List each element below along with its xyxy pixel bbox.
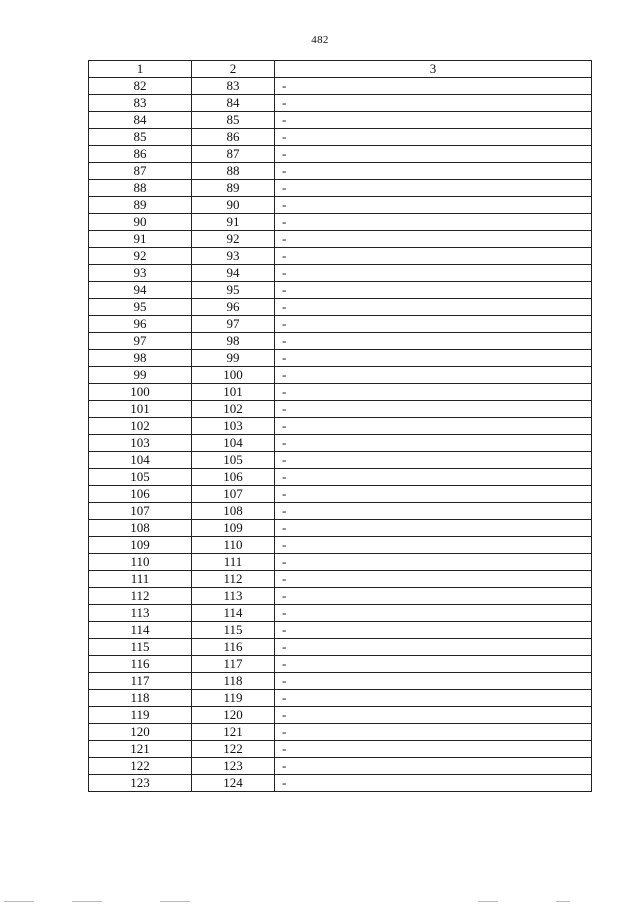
table-cell-col-3: - [275, 316, 592, 333]
table-cell-col-1: 86 [89, 146, 192, 163]
table-body [89, 78, 592, 792]
table-cell-col-3: - [275, 350, 592, 367]
table-cell-col-1: 82 [89, 78, 192, 95]
table-cell-col-2: 87 [192, 146, 275, 163]
table-row [89, 163, 592, 180]
table-cell-col-1: 83 [89, 95, 192, 112]
table-row [89, 265, 592, 282]
table-cell-col-3: - [275, 95, 592, 112]
table-cell-col-3: - [275, 384, 592, 401]
table-cell-col-1: 113 [89, 605, 192, 622]
table-cell-col-3: - [275, 367, 592, 384]
column-header-3: 3 [275, 61, 592, 78]
table-row [89, 673, 592, 690]
table-cell-col-3: - [275, 520, 592, 537]
table-cell-col-2: 104 [192, 435, 275, 452]
table-cell-col-3: - [275, 248, 592, 265]
table-row [89, 503, 592, 520]
table-row [89, 588, 592, 605]
table-row [89, 741, 592, 758]
table-row [89, 690, 592, 707]
table-row [89, 129, 592, 146]
table-row [89, 214, 592, 231]
table-cell-col-2: 114 [192, 605, 275, 622]
table-cell-col-1: 119 [89, 707, 192, 724]
table-cell-col-3: - [275, 469, 592, 486]
table-cell-col-2: 93 [192, 248, 275, 265]
table-cell-col-1: 109 [89, 537, 192, 554]
table-cell-col-2: 95 [192, 282, 275, 299]
table-row [89, 95, 592, 112]
table-cell-col-1: 116 [89, 656, 192, 673]
table-cell-col-2: 118 [192, 673, 275, 690]
table-row [89, 469, 592, 486]
table-cell-col-2: 121 [192, 724, 275, 741]
table-cell-col-1: 85 [89, 129, 192, 146]
table-row [89, 656, 592, 673]
table-cell-col-1: 103 [89, 435, 192, 452]
table-row [89, 605, 592, 622]
table-cell-col-2: 113 [192, 588, 275, 605]
table-cell-col-3: - [275, 282, 592, 299]
table-cell-col-2: 107 [192, 486, 275, 503]
table-cell-col-1: 96 [89, 316, 192, 333]
table-row [89, 537, 592, 554]
table-row [89, 112, 592, 129]
table-cell-col-3: - [275, 775, 592, 792]
table-header [89, 61, 592, 78]
table-cell-col-3: - [275, 401, 592, 418]
table-cell-col-1: 91 [89, 231, 192, 248]
table-row [89, 180, 592, 197]
table-row [89, 333, 592, 350]
table-cell-col-3: - [275, 265, 592, 282]
table-row [89, 571, 592, 588]
table-cell-col-3: - [275, 537, 592, 554]
table-cell-col-3: - [275, 452, 592, 469]
table-row [89, 231, 592, 248]
table-cell-col-2: 102 [192, 401, 275, 418]
table-cell-col-3: - [275, 571, 592, 588]
table-cell-col-3: - [275, 673, 592, 690]
table-row [89, 775, 592, 792]
table-row [89, 724, 592, 741]
table-cell-col-3: - [275, 588, 592, 605]
table-cell-col-1: 99 [89, 367, 192, 384]
table-cell-col-1: 122 [89, 758, 192, 775]
data-table [88, 60, 592, 792]
table-row [89, 282, 592, 299]
table-row [89, 197, 592, 214]
table-cell-col-3: - [275, 707, 592, 724]
table-cell-col-2: 91 [192, 214, 275, 231]
table-row [89, 146, 592, 163]
table-cell-col-1: 97 [89, 333, 192, 350]
header-row [89, 61, 592, 78]
table-cell-col-2: 86 [192, 129, 275, 146]
table-row [89, 707, 592, 724]
table-cell-col-1: 105 [89, 469, 192, 486]
table-cell-col-3: - [275, 656, 592, 673]
table-cell-col-1: 89 [89, 197, 192, 214]
table-cell-col-2: 116 [192, 639, 275, 656]
table-cell-col-2: 90 [192, 197, 275, 214]
table-cell-col-3: - [275, 299, 592, 316]
table-cell-col-2: 119 [192, 690, 275, 707]
table-cell-col-3: - [275, 112, 592, 129]
table-row [89, 299, 592, 316]
table-row [89, 78, 592, 95]
table-cell-col-2: 112 [192, 571, 275, 588]
table-row [89, 367, 592, 384]
table-cell-col-1: 112 [89, 588, 192, 605]
table-cell-col-3: - [275, 78, 592, 95]
table-cell-col-2: 98 [192, 333, 275, 350]
table-cell-col-2: 105 [192, 452, 275, 469]
table-row [89, 554, 592, 571]
table-cell-col-1: 123 [89, 775, 192, 792]
table-cell-col-2: 122 [192, 741, 275, 758]
table-cell-col-3: - [275, 435, 592, 452]
table-cell-col-2: 92 [192, 231, 275, 248]
table-row [89, 401, 592, 418]
table-row [89, 622, 592, 639]
table-cell-col-2: 88 [192, 163, 275, 180]
table-cell-col-1: 111 [89, 571, 192, 588]
table-cell-col-2: 94 [192, 265, 275, 282]
table-cell-col-3: - [275, 554, 592, 571]
table-cell-col-2: 106 [192, 469, 275, 486]
table-cell-col-2: 115 [192, 622, 275, 639]
table-cell-col-3: - [275, 639, 592, 656]
table-cell-col-3: - [275, 163, 592, 180]
table-cell-col-3: - [275, 418, 592, 435]
table-cell-col-3: - [275, 690, 592, 707]
table-cell-col-1: 120 [89, 724, 192, 741]
table-cell-col-1: 110 [89, 554, 192, 571]
table-cell-col-1: 108 [89, 520, 192, 537]
table-cell-col-2: 89 [192, 180, 275, 197]
table-row [89, 418, 592, 435]
table-cell-col-3: - [275, 231, 592, 248]
table-cell-col-1: 95 [89, 299, 192, 316]
table-cell-col-3: - [275, 333, 592, 350]
table-row [89, 435, 592, 452]
table-cell-col-1: 94 [89, 282, 192, 299]
table-cell-col-3: - [275, 758, 592, 775]
table-cell-col-3: - [275, 605, 592, 622]
table-cell-col-1: 84 [89, 112, 192, 129]
table-cell-col-2: 100 [192, 367, 275, 384]
table-cell-col-3: - [275, 486, 592, 503]
table-cell-col-3: - [275, 180, 592, 197]
table-cell-col-2: 97 [192, 316, 275, 333]
table-row [89, 639, 592, 656]
table-cell-col-1: 104 [89, 452, 192, 469]
table-cell-col-3: - [275, 197, 592, 214]
table-cell-col-1: 98 [89, 350, 192, 367]
table-cell-col-2: 83 [192, 78, 275, 95]
table-cell-col-1: 93 [89, 265, 192, 282]
table-cell-col-3: - [275, 622, 592, 639]
table-cell-col-2: 84 [192, 95, 275, 112]
table-cell-col-2: 108 [192, 503, 275, 520]
table-cell-col-3: - [275, 724, 592, 741]
table-row [89, 316, 592, 333]
table-cell-col-1: 107 [89, 503, 192, 520]
table-cell-col-2: 109 [192, 520, 275, 537]
table-cell-col-3: - [275, 214, 592, 231]
table-cell-col-2: 123 [192, 758, 275, 775]
table-row [89, 758, 592, 775]
column-header-2: 2 [192, 61, 275, 78]
table-cell-col-1: 114 [89, 622, 192, 639]
table-cell-col-1: 115 [89, 639, 192, 656]
table-cell-col-1: 87 [89, 163, 192, 180]
table-cell-col-2: 101 [192, 384, 275, 401]
table-cell-col-2: 99 [192, 350, 275, 367]
table-row [89, 384, 592, 401]
scan-footer-marks [0, 901, 640, 903]
table-cell-col-2: 110 [192, 537, 275, 554]
table-cell-col-3: - [275, 129, 592, 146]
page-number: 482 [311, 34, 329, 46]
table-cell-col-2: 124 [192, 775, 275, 792]
table-row [89, 452, 592, 469]
table-cell-col-1: 118 [89, 690, 192, 707]
table-row [89, 248, 592, 265]
table-cell-col-3: - [275, 503, 592, 520]
table-row [89, 486, 592, 503]
table-cell-col-1: 102 [89, 418, 192, 435]
table-cell-col-1: 100 [89, 384, 192, 401]
table-cell-col-1: 88 [89, 180, 192, 197]
table-cell-col-2: 103 [192, 418, 275, 435]
column-header-1: 1 [89, 61, 192, 78]
table-cell-col-1: 92 [89, 248, 192, 265]
table-cell-col-2: 117 [192, 656, 275, 673]
table-row [89, 520, 592, 537]
table-cell-col-1: 101 [89, 401, 192, 418]
table-cell-col-2: 85 [192, 112, 275, 129]
table-cell-col-2: 111 [192, 554, 275, 571]
table-cell-col-3: - [275, 741, 592, 758]
table-cell-col-1: 106 [89, 486, 192, 503]
table-cell-col-1: 90 [89, 214, 192, 231]
table-cell-col-2: 120 [192, 707, 275, 724]
table-cell-col-2: 96 [192, 299, 275, 316]
table-cell-col-1: 121 [89, 741, 192, 758]
table-cell-col-1: 117 [89, 673, 192, 690]
table-row [89, 350, 592, 367]
table-cell-col-3: - [275, 146, 592, 163]
